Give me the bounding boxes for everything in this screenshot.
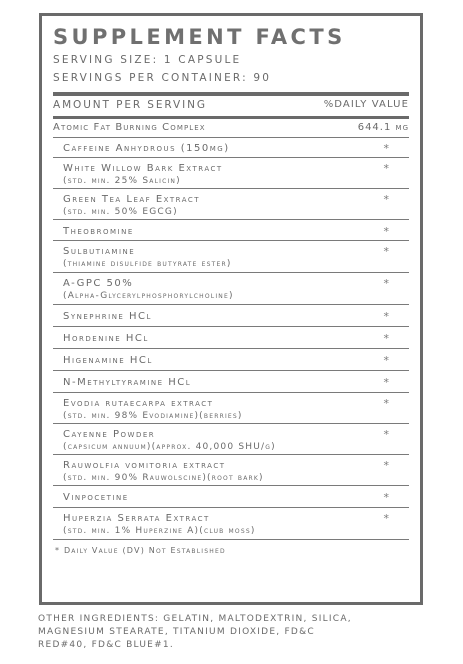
daily-value-asterisk: * — [383, 428, 389, 441]
ingredient-row — [53, 486, 409, 507]
daily-value-asterisk: * — [383, 193, 389, 206]
daily-value-asterisk: * — [383, 397, 389, 410]
daily-value-asterisk: * — [383, 354, 389, 367]
ingredient-standardization: (Alpha-Glycerylphosphorylcholine) — [63, 291, 234, 301]
ingredient-standardization: (capsicum annuum)(approx. 40,000 SHU/g) — [63, 442, 276, 452]
daily-value-label: %DAILY VALUE — [323, 99, 409, 110]
daily-value-asterisk: * — [383, 459, 389, 472]
complex-amount: 644.1 mg — [357, 122, 409, 133]
daily-value-asterisk: * — [383, 512, 389, 525]
ingredient-text — [63, 277, 234, 302]
other-ingredients: OTHER INGREDIENTS: GELATIN, MALTODEXTRIN, SILICA, MAGNESIUM STEARATE, TITANIUM DIOXIDE, FD&C RED#40, FD&C BLUE#1. — [38, 614, 352, 650]
ingredient-text — [63, 162, 223, 187]
ingredient-text — [63, 193, 200, 218]
complex-row — [53, 119, 409, 137]
ingredient-text — [63, 354, 153, 367]
ingredient-name: Huperzia Serrata Extract — [63, 513, 210, 524]
ingredient-text — [63, 376, 191, 389]
ingredient-text — [63, 142, 230, 155]
ingredient-list — [53, 138, 409, 540]
ingredient-text — [63, 459, 264, 484]
ingredient-row — [53, 189, 409, 219]
ingredient-row — [53, 327, 409, 348]
ingredient-text — [63, 225, 134, 238]
ingredient-name: Hordenine HCl — [63, 333, 149, 344]
ingredient-standardization: (std. min. 98% Evodiamine)(berries) — [63, 411, 243, 421]
ingredient-row — [53, 241, 409, 272]
daily-value-asterisk: * — [383, 332, 389, 345]
ingredient-name: Vinpocetine — [63, 492, 129, 503]
ingredient-text — [63, 397, 243, 422]
ingredient-standardization: (std. min. 25% Salicin) — [63, 176, 181, 186]
panel-title: SUPPLEMENT FACTS — [53, 25, 346, 49]
ingredient-name: N-Methyltyramine HCl — [63, 377, 192, 388]
ingredient-row — [53, 305, 409, 326]
ingredient-name: Cayenne Powder — [63, 429, 156, 440]
ingredient-row — [53, 273, 409, 304]
ingredient-text — [63, 512, 256, 537]
ingredient-name: Caffeine Anhydrous (150mg) — [63, 143, 230, 154]
ingredient-row — [53, 349, 409, 370]
ingredient-standardization: (std. min. 1% Huperzine A)(club moss) — [63, 526, 256, 536]
ingredient-name: White Willow Bark Extract — [63, 163, 223, 174]
daily-value-asterisk: * — [383, 162, 389, 175]
ingredient-standardization: (std. min. 90% Rauwolscine)(root bark) — [63, 473, 264, 483]
ingredient-name: Green Tea Leaf Extract — [63, 194, 201, 205]
ingredient-text — [63, 245, 232, 270]
footnote: * Daily Value (DV) Not Established — [55, 546, 226, 555]
daily-value-asterisk: * — [383, 376, 389, 389]
daily-value-asterisk: * — [383, 245, 389, 258]
daily-value-asterisk: * — [383, 142, 389, 155]
servings-per-container: SERVINGS PER CONTAINER: 90 — [53, 72, 272, 84]
daily-value-asterisk: * — [383, 225, 389, 238]
ingredient-name: Synephrine HCl — [63, 311, 152, 322]
ingredient-standardization: (thiamine disulfide butyrate ester) — [63, 259, 232, 269]
daily-value-asterisk: * — [383, 310, 389, 323]
ingredient-name: Higenamine HCl — [63, 355, 153, 366]
complex-name: Atomic Fat Burning Complex — [53, 122, 206, 133]
ingredient-row — [53, 508, 409, 539]
serving-size: SERVING SIZE: 1 CAPSULE — [53, 54, 242, 66]
daily-value-asterisk: * — [383, 491, 389, 504]
ingredient-row — [53, 371, 409, 392]
amount-per-serving-label: AMOUNT PER SERVING — [53, 99, 207, 111]
ingredient-row — [53, 455, 409, 485]
ingredient-row — [53, 138, 409, 157]
ingredient-text — [63, 491, 129, 504]
ingredient-row — [53, 424, 409, 454]
ingredient-row — [53, 158, 409, 188]
ingredient-text — [63, 332, 149, 345]
ingredient-name: A-GPC 50% — [63, 278, 134, 289]
ingredient-text — [63, 428, 276, 453]
ingredient-standardization: (std. min. 50% EGCG) — [63, 207, 178, 217]
ingredient-text — [63, 310, 152, 323]
supplement-facts-panel — [39, 13, 423, 605]
ingredient-name: Theobromine — [63, 226, 134, 237]
ingredient-row — [53, 393, 409, 423]
daily-value-asterisk: * — [383, 277, 389, 290]
ingredient-name: Rauwolfia vomitoria extract — [63, 460, 226, 471]
ingredient-name: Evodia rutaecarpa extract — [63, 398, 214, 409]
ingredient-row — [53, 220, 409, 240]
amount-header-row — [53, 96, 409, 116]
ingredient-name: Sulbutiamine — [63, 246, 136, 257]
